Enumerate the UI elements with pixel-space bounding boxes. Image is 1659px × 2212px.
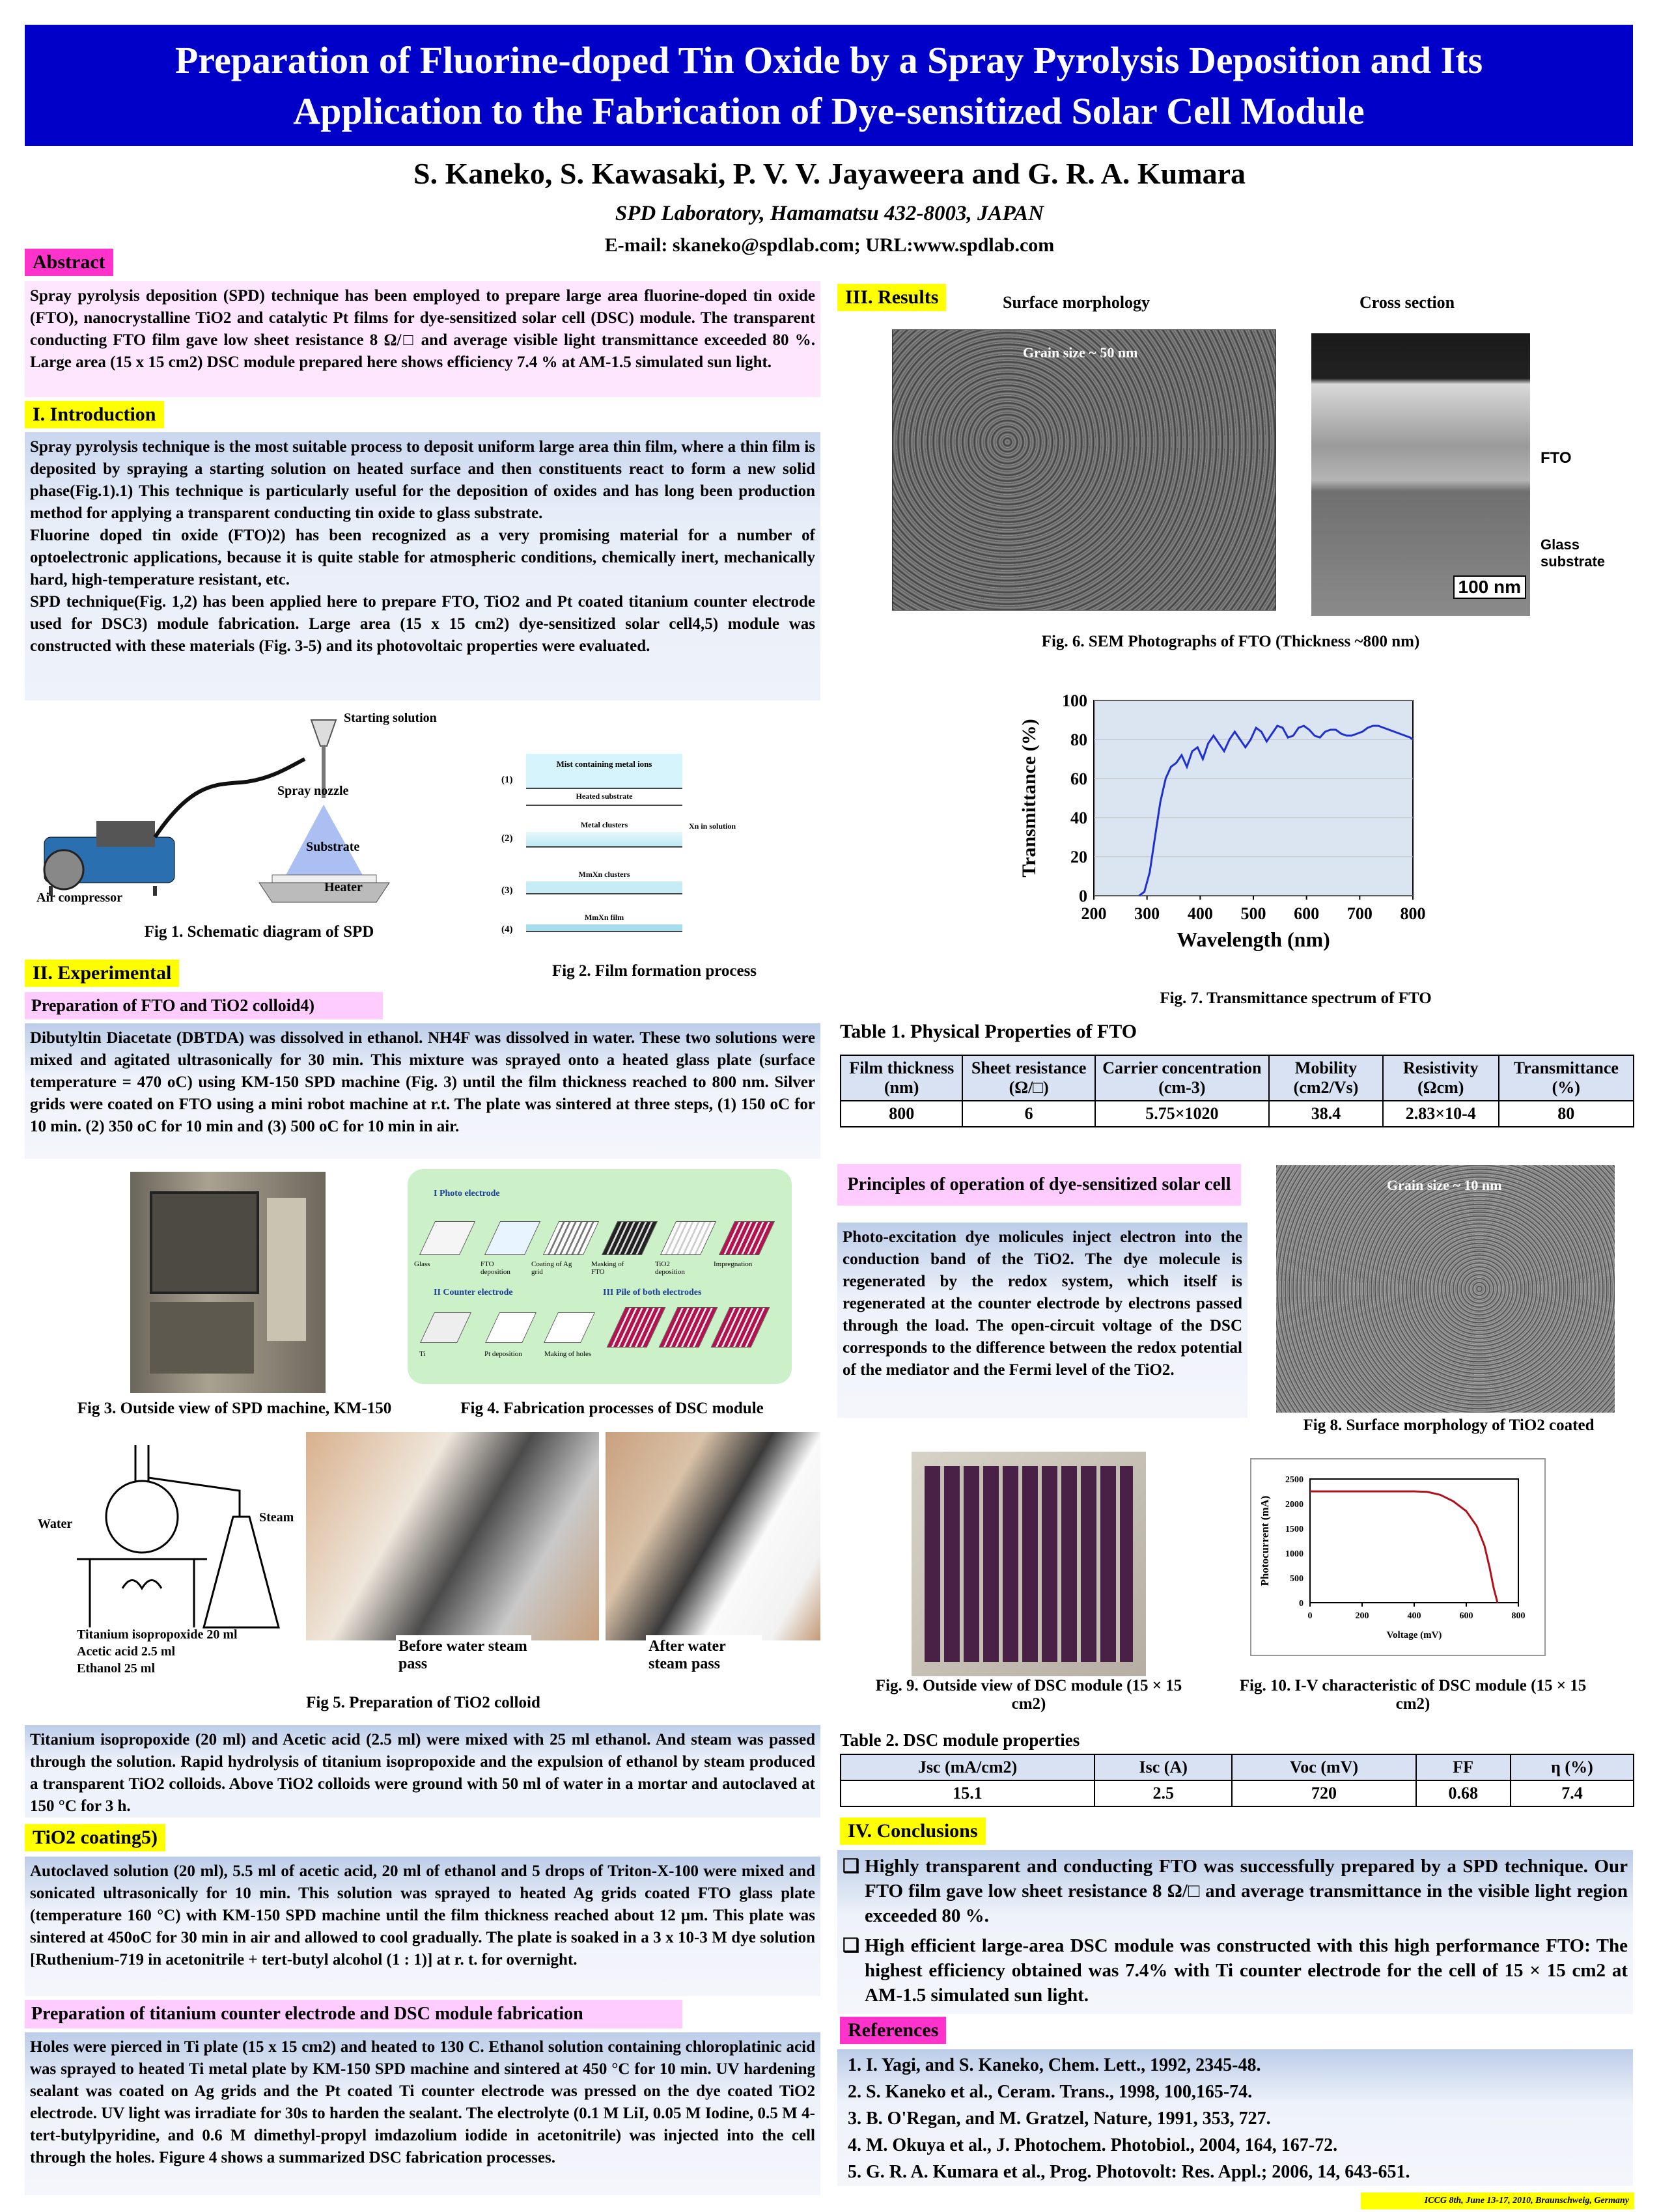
pile-plate-3 (711, 1307, 770, 1348)
y-tick-label: 500 (1290, 1573, 1304, 1584)
substrate-line-2 (526, 805, 682, 806)
figure-2 (488, 742, 820, 989)
mist-label: Mist containing metal ions (556, 759, 652, 769)
y-tick-label: 80 (1070, 730, 1087, 750)
label-heater: Heater (324, 880, 363, 894)
poster-title (25, 25, 1633, 146)
x-axis-label: Wavelength (nm) (1177, 928, 1330, 951)
x-tick-label: 200 (1081, 904, 1107, 923)
chart10-ylabel: Photocurrent (mA) (1259, 1495, 1271, 1586)
table1-cell: 38.4 (1269, 1101, 1383, 1127)
y-tick-label: 20 (1070, 848, 1087, 867)
table1-header-row (841, 1055, 1634, 1101)
label-substrate: Substrate (306, 840, 360, 854)
chart7-ylabel: Transmittance (%) (1018, 719, 1040, 878)
dye-plate (719, 1221, 775, 1255)
reference-item: 2. S. Kaneko et al., Ceram. Trans., 1998, 100,165-74. (866, 2080, 1628, 2105)
tio2-surface-sem (1276, 1165, 1615, 1413)
vial-before-photo (306, 1432, 599, 1640)
steam-apparatus-drawing (25, 1432, 305, 1680)
reference-item: 3. B. O'Regan, and M. Gratzel, Nature, 1991, 353, 727. (866, 2107, 1628, 2131)
title-line-1: Preparation of Fluorine-doped Tin Oxide by a Spray Pyrolysis Deposition and Its (174, 39, 1483, 81)
transmittance-chart-svg (1003, 681, 1471, 967)
y-tick-label: 2000 (1285, 1499, 1304, 1510)
y-tick-label: 1500 (1285, 1524, 1304, 1534)
cluster-layer (526, 832, 682, 846)
x-tick-label: 400 (1187, 904, 1213, 923)
table2-header-row (841, 1754, 1634, 1780)
y-tick-label: 100 (1062, 691, 1087, 711)
step-impregnation: Impregnation (714, 1260, 753, 1268)
table1-header: Resistivity (Ωcm) (1383, 1055, 1499, 1101)
reagent-1: Titanium isopropoxide 20 ml (77, 1627, 238, 1642)
y-tick-label: 40 (1070, 809, 1087, 828)
table2-header: Jsc (mA/cm2) (841, 1754, 1094, 1780)
contact-info: E-mail: skaneko@spdlab.com; URL:www.spdlab.com (604, 234, 1055, 256)
pile-plate-1 (607, 1307, 666, 1348)
tio2-plate (660, 1221, 716, 1255)
masked-plate (602, 1221, 658, 1255)
step-4-label: (4) (501, 924, 513, 935)
photo-electrode-label: I Photo electrode (434, 1189, 500, 1198)
table2-cell: 15.1 (841, 1780, 1094, 1806)
table2-header: Isc (A) (1094, 1754, 1232, 1780)
x-tick-label: 0 (1307, 1611, 1313, 1621)
substrate-line-5 (526, 931, 682, 932)
after-steam-label: After water steam pass (646, 1635, 762, 1676)
fto-colloid-subheading: Preparation of FTO and TiO2 colloid4) (25, 992, 383, 1019)
tio2-colloid-text: Titanium isopropoxide (20 ml) and Acetic acid (2.5 ml) were mixed with 25 ml ethanol. And steam was passed through the solution. Rapid hydrolysis of titanium isopropoxide and the expulsion of ethanol by steam produced a transparent TiO2 colloids. Above TiO2 colloids were ground with 50 ml of water in a mortar and autoclaved at 150 °C for 3 h. (25, 1725, 820, 1818)
y-tick-label: 0 (1299, 1598, 1304, 1609)
fig2-caption: Fig 2. Film formation process (551, 962, 757, 980)
vial-after-photo (606, 1432, 820, 1640)
machine-control-panel (267, 1198, 306, 1341)
tio2-coating-heading: TiO2 coating5) (25, 1824, 165, 1851)
fig6-caption: Fig. 6. SEM Photographs of FTO (Thickness ~800 nm) (1041, 633, 1420, 650)
intro-paragraph-2: Fluorine doped tin oxide (FTO)2) has been recognized as a very promising material for a number of optoelectronic applications, because it is quite stable for atmospheric conditions, chemically inert, mechanically hard, high-temperature resistant, etc. (30, 527, 815, 588)
fig10-chart (1250, 1458, 1546, 1656)
table1-title: Table 1. Physical Properties of FTO (840, 1021, 1137, 1042)
substrate-line-1 (526, 788, 682, 789)
spd-machine-photo (130, 1172, 326, 1393)
conclusion-item-2: ❑ High efficient large-area DSC module was constructed with this high performance FTO: The highest efficiency obtained was 7.4% with Ti counter electrode for the cell of 15 × 15 cm2 at AM-1.5 simulated sun light. (843, 1933, 1628, 2008)
cross-section-label: Cross section (1359, 293, 1455, 312)
step-fto: FTO deposition (481, 1260, 510, 1276)
principles-heading: Principles of operation of dye-sensitized solar cell (837, 1164, 1241, 1206)
x-tick-label: 600 (1459, 1611, 1473, 1621)
fig1-caption: Fig 1. Schematic diagram of SPD (144, 923, 374, 941)
x-tick-label: 500 (1240, 904, 1266, 923)
conclusion-item-1: ❑ Highly transparent and conducting FTO was successfully prepared by a SPD technique. Our FTO film gave low sheet resistance 8 Ω/□ and average transmittance in the visible light region exceeded 80 %. (843, 1854, 1628, 1928)
table-row (841, 1780, 1634, 1806)
table1-header: Mobility (cm2/Vs) (1269, 1055, 1383, 1101)
table1-header: Sheet resistance (Ω/□) (962, 1055, 1094, 1101)
step-1-label: (1) (501, 775, 513, 785)
surface-morphology-label: Surface morphology (1003, 293, 1150, 312)
x-tick-label: 200 (1355, 1611, 1369, 1621)
step-tio2: TiO2 deposition (655, 1260, 685, 1276)
step-2-label: (2) (501, 833, 513, 844)
water-label: Water (38, 1517, 73, 1531)
fig7-caption: Fig. 7. Transmittance spectrum of FTO (1160, 989, 1432, 1007)
step-ag: Coating of Ag grid (531, 1260, 572, 1276)
grain-size-label: Grain size ~ 50 nm (1023, 344, 1138, 361)
x-tick-label: 600 (1294, 904, 1320, 923)
reference-item: 1. I. Yagi, and S. Kaneko, Chem. Lett., 1992, 2345-48. (866, 2053, 1628, 2078)
fig5-apparatus (25, 1432, 305, 1680)
y-tick-label: 2500 (1285, 1474, 1304, 1485)
label-spray-nozzle: Spray nozzle (277, 784, 349, 798)
step-pt: Pt deposition (484, 1350, 522, 1358)
abstract-heading: Abstract (25, 249, 113, 276)
steam-label: Steam (259, 1510, 294, 1525)
authors: S. Kaneko, S. Kawasaki, P. V. V. Jayaweera and G. R. A. Kumara (413, 157, 1246, 190)
table2-header: Voc (mV) (1232, 1754, 1415, 1780)
film-layer (526, 924, 682, 931)
tio2-coating-text: Autoclaved solution (20 ml), 5.5 ml of acetic acid, 20 ml of ethanol and 5 drops of Triton-X-100 were mixed and sonicated ultrasonically for 10 min. This solution was sprayed to heated Ag grids coated FTO glass plate (temperature 160 °C) with KM-150 SPD machine until the film thickness reached about 12 μm. This plate was sintered at 450oC for 30 min in air and allowed to cool gradually. The plate is soaked in a 3 x 10-3 M dye solution [Ruthenium-719 in acetonitrile + tert-butyl alcohol (1 : 1)] at r. t. for overnight. (25, 1857, 820, 1996)
reagent-3: Ethanol 25 ml (77, 1661, 156, 1676)
dsc-cell-strips (925, 1466, 1133, 1662)
ag-grid-plate (543, 1221, 599, 1255)
label-air-compressor: Air compressor (36, 891, 123, 905)
metal-clusters-label: Metal clusters (580, 820, 628, 829)
references-heading: References (840, 2017, 946, 2044)
conclusions-box (837, 1850, 1633, 2014)
fto-surface-sem (892, 329, 1276, 611)
experimental-heading: II. Experimental (25, 960, 179, 987)
table2-cell: 7.4 (1511, 1780, 1634, 1806)
dsc-module-photo (912, 1452, 1146, 1676)
intro-paragraph-1: Spray pyrolysis technique is the most suitable process to deposit uniform large area thin film, where a thin film is deposited by spraying a starting solution on heated surface and then constituents react to form a new solid phase(Fig.1).1) This technique is particularly useful for the deposition of oxides and has long been production method for applying a transparent conducting tin oxide to glass substrate. (30, 438, 815, 522)
introduction-text (25, 432, 820, 700)
x-tick-label: 700 (1346, 904, 1373, 923)
table2-cell: 2.5 (1094, 1780, 1232, 1806)
ti-plate (420, 1312, 471, 1343)
fig10-caption: Fig. 10. I-V characteristic of DSC module (15 × 15 cm2) (1239, 1677, 1587, 1713)
intro-paragraph-3: SPD technique(Fig. 1,2) has been applied here to prepare FTO, TiO2 and Pt coated titanium counter electrode used for DSC3) module fabrication. Large area (15 x 15 cm2) dye-sensitized solar cell4,5) module was constructed with these materials (Fig. 3-5) and its photovoltaic properties were evaluated. (30, 593, 815, 655)
table2-header: η (%) (1511, 1754, 1634, 1780)
table1-cell: 80 (1499, 1101, 1634, 1127)
mmxn-film-label: MmXn film (584, 913, 624, 922)
counter-electrode-subheading: Preparation of titanium counter electrode and DSC module fabrication (25, 2000, 682, 2028)
counter-electrode-text: Holes were pierced in Ti plate (15 x 15 cm2) and heated to 130 C. Ethanol solution containing chloroplatinic acid was sprayed to heated Ti metal plate by KM-150 SPD machine and sintered at 450 °C for 10 min. UV hardening sealant was coated on Ag grids and the Pt coated Ti counter electrode was pressed on the dye coated TiO2 electrode. UV light was irradiate for 30s to harden the sealant. The electrolyte (0.1 M LiI, 0.05 M Iodine, 0.5 M 4-tert-butylpyridine, and 0.6 M dimethyl-propyl imdazolium iodide in acetonitrile) was injected into the cell through the holes. Figure 4 shows a summarized DSC fabrication processes. (25, 2032, 820, 2195)
plot-frame (1310, 1479, 1518, 1603)
table1-header: Carrier concentration (cm-3) (1095, 1055, 1269, 1101)
table2-title: Table 2. DSC module properties (840, 1730, 1080, 1750)
results-heading: III. Results (837, 284, 946, 311)
y-tick-label: 1000 (1285, 1549, 1304, 1559)
x-tick-label: 300 (1134, 904, 1160, 923)
xn-label: Xn in solution (689, 822, 736, 831)
x-tick-label: 800 (1400, 904, 1426, 923)
substrate-line-4 (526, 893, 682, 894)
table1-header: Transmittance (%) (1499, 1055, 1634, 1101)
fig8-caption: Fig 8. Surface morphology of TiO2 coated (1303, 1417, 1595, 1434)
fto-layer-label: FTO (1540, 449, 1572, 467)
fig9-caption: Fig. 9. Outside view of DSC module (15 × 15 cm2) (875, 1677, 1182, 1713)
y-tick-label: 0 (1079, 887, 1087, 906)
holes-plate (544, 1312, 595, 1343)
table1-cell: 6 (962, 1101, 1094, 1127)
fig4-process-diagram (408, 1169, 792, 1384)
table1-cell: 5.75×1020 (1095, 1101, 1269, 1127)
x-tick-label: 400 (1407, 1611, 1421, 1621)
substrate-line-3 (526, 846, 682, 848)
mmxn-layer (526, 881, 682, 893)
table2-cell: 720 (1232, 1780, 1415, 1806)
step-mask: Masking of FTO (591, 1260, 624, 1276)
machine-door (150, 1191, 259, 1294)
title-line-2: Application to the Fabrication of Dye-sensitized Solar Cell Module (293, 90, 1365, 132)
pile-plate-2 (659, 1307, 718, 1348)
step-ti: Ti (419, 1350, 426, 1358)
mmxn-clusters-label: MmXn clusters (578, 870, 630, 879)
pile-electrodes-label: III Pile of both electrodes (603, 1288, 702, 1297)
tio2-grain-size-label: Grain size ~ 10 nm (1387, 1177, 1502, 1193)
x-axis-label: Voltage (mV) (1386, 1630, 1442, 1640)
table2-cell: 0.68 (1416, 1780, 1511, 1806)
data-series-line (1310, 1491, 1498, 1603)
heated-substrate-label: Heated substrate (576, 792, 633, 801)
conclusions-heading: IV. Conclusions (840, 1818, 986, 1845)
table1-cell: 2.83×10-4 (1383, 1101, 1499, 1127)
scale-bar-label: 100 nm (1453, 575, 1527, 599)
counter-electrode-label: II Counter electrode (434, 1288, 513, 1297)
abstract-text: Spray pyrolysis deposition (SPD) technique has been employed to prepare large area fluorine-doped tin oxide (FTO), nanocrystalline TiO2 and catalytic Pt films for dye-sensitized solar cell (DSC) module. The transparent conducting FTO film gave low sheet resistance 8 Ω/□ and average visible light transmittance exceeded 80 %. Large area (15 x 15 cm2) DSC module prepared here shows efficiency 7.4 % at AM-1.5 simulated sun light. (25, 281, 820, 397)
fig7-chart (1003, 681, 1471, 967)
spd-schematic (25, 707, 481, 922)
reagent-2: Acetic acid 2.5 ml (77, 1644, 176, 1659)
table2-header: FF (1416, 1754, 1511, 1780)
fto-plate (484, 1221, 540, 1255)
label-starting-solution: Starting solution (344, 711, 437, 725)
step-3-label: (3) (501, 885, 513, 896)
table2 (840, 1754, 1634, 1807)
iv-chart-svg (1251, 1459, 1544, 1655)
x-tick-label: 800 (1511, 1611, 1526, 1621)
fig4-caption: Fig 4. Fabrication processes of DSC module (460, 1400, 764, 1417)
figure-1 (25, 707, 481, 954)
conference-footer: ICCG 8th, June 13-17, 2010, Braunschweig, Germany (1361, 2192, 1634, 2209)
glass-plate (419, 1221, 475, 1255)
table1 (840, 1055, 1634, 1127)
fto-cross-section-sem (1311, 333, 1530, 616)
principles-text: Photo-excitation dye molicules inject electron into the conduction band of the TiO2. The dye molecule is regenerated by the redox system, which itself is regenerated at the counter electrode by electrons passed through the load. The open-circuit voltage of the DSC corresponds to the difference between the redox potential of the mediator and the Fermi level of the TiO2. (837, 1223, 1248, 1418)
glass-substrate-label: Glass substrate (1540, 536, 1606, 570)
reference-item: 4. M. Okuya et al., J. Photochem. Photobiol., 2004, 164, 167-72. (866, 2133, 1628, 2158)
affiliation: SPD Laboratory, Hamamatsu 432-8003, JAPAN (615, 202, 1044, 225)
fto-colloid-text: Dibutyltin Diacetate (DBTDA) was dissolved in ethanol. NH4F was dissolved in water. These two solutions were mixed and agitated ultrasonically for 30 min. This mixture was sprayed onto a heated glass plate (surface temperature = 470 oC) using KM-150 SPD machine (Fig. 3) until the film thickness reached to 800 nm. Silver grids were coated on FTO using a mini robot machine at r.t. The plate was sintered at three steps, (1) 150 oC for 10 min. (2) 350 oC for 10 min and (3) 500 oC for 10 min in air. (25, 1023, 820, 1159)
table-row (841, 1101, 1634, 1127)
before-steam-label: Before water steam pass (396, 1635, 531, 1676)
references-box (837, 2049, 1633, 2186)
reference-item: 5. G. R. A. Kumara et al., Prog. Photovolt: Res. Appl.; 2006, 14, 643-651. (866, 2160, 1628, 2185)
y-tick-label: 60 (1070, 769, 1087, 789)
machine-base (150, 1302, 254, 1374)
step-glass: Glass (414, 1260, 430, 1268)
fig3-caption: Fig 3. Outside view of SPD machine, KM-150 (77, 1400, 392, 1417)
step-holes: Making of holes (544, 1350, 592, 1358)
introduction-heading: I. Introduction (25, 401, 164, 428)
fig5-caption: Fig 5. Preparation of TiO2 colloid (306, 1694, 540, 1711)
table1-header: Film thickness (nm) (841, 1055, 962, 1101)
pt-plate (485, 1312, 537, 1343)
table1-cell: 800 (841, 1101, 962, 1127)
